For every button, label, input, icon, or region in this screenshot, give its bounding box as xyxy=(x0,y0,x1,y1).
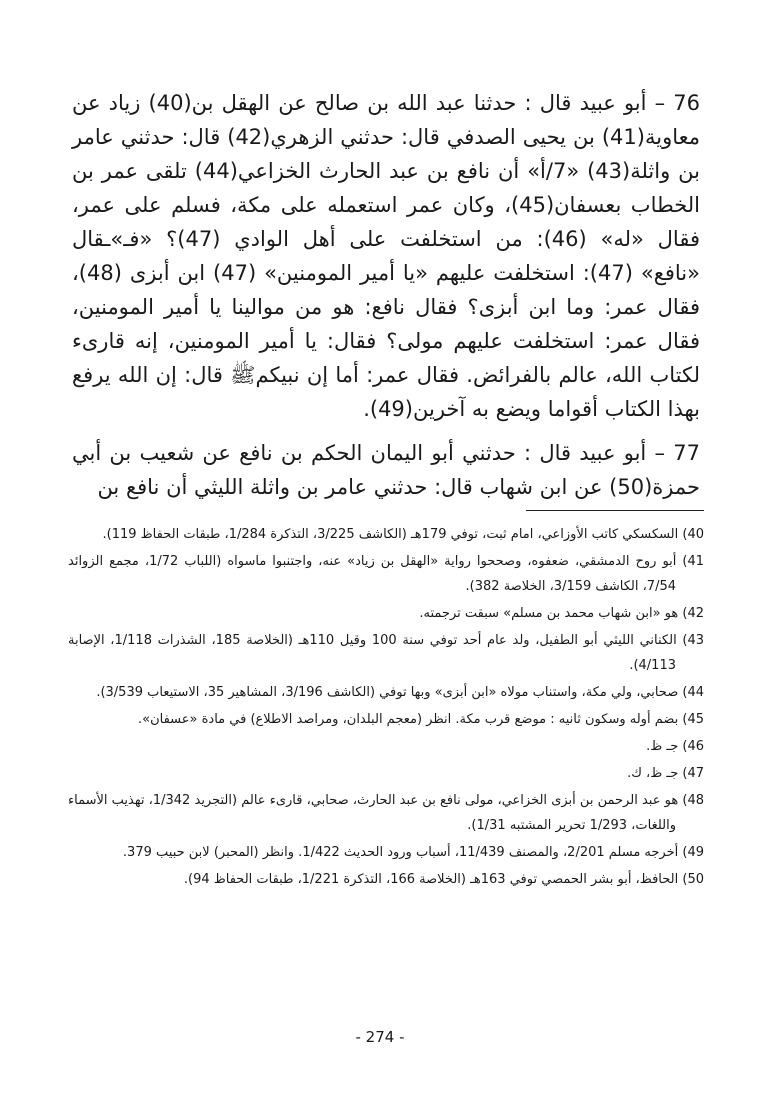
footnote-40: 40) السكسكي كاتب الأوزاعي، امام ثبت، توفي 179هـ (الكاشف 3/225، التذكرة 1/284، طبقات الحفاظ 119). xyxy=(102,527,704,542)
footnote-50: 50) الحافظ، أبو بشر الحمصي توفي 163هـ (الخلاصة 166، التذكرة 1/221، طبقات الحفاظ 94). xyxy=(183,872,704,887)
paragraph-76: 76 – أبو عبيد قال : حدثنا عبد الله بن صالح عن الهقل بن(40) زياد عن معاوية(41) بن يحيى الصدفي قال: حدثني الزهري(42) قال: حدثني عامر بن واثلة(43) «7/أ» أن نافع بن عبد الحارث الخزاعي(44) تلقى عمر بن الخطاب بعسفان(45)، وكان عمر استعمله على مكة، فسلم على عمر، فقال «له» (46): من استخلفت على أهل الوادي (47)؟ «فـ»ـقال «نافع» (47): استخلفت عليهم «يا أمير المومنين» (47) ابن أبزى (48)، فقال عمر: وما ابن أبزى؟ فقال نافع: هو من موالينا يا أمير المومنين، فقال عمر: استخلفت عليهم مولى؟ فقال: يا أمير المومنين، إنه قارىء لكتاب الله، عالم بالفرائض. فقال عمر: أما إن نبيكمﷺ قال: إن الله يرفع بهذا الكتاب أقواما ويضع به آخرين(49). xyxy=(72,91,701,421)
footnote-45: 45) بضم أوله وسكون ثانيه : موضع قرب مكة. انظر (معجم البلدان، ومراصد الاطلاع) في مادة «عسفان». xyxy=(138,712,704,727)
footnotes xyxy=(68,522,704,894)
footnote-43: 43) الكناني الليثي أبو الطفيل، ولد عام أحد توفي سنة 100 وقيل 110هـ (الخلاصة 185، الشذرات 1/118، الإصابة 4/113). xyxy=(68,633,704,673)
footnote-46: 46) جـ ظ. xyxy=(646,739,704,754)
footnote-divider xyxy=(526,510,704,511)
footnote-49: 49) أخرجه مسلم 2/201، والمصنف 11/439، أسباب ورود الحديث 1/422. وانظر (المحبر) لابن حبيب 379. xyxy=(122,845,704,860)
footnote-48: 48) هو عبد الرحمن بن أبزى الخزاعي، مولى نافع بن عبد الحارث، صحابي، قارىء عالم (التجريد 1/342، تهذيب الأسماء واللغات، 1/293 تحرير المشتبه 1/31). xyxy=(68,793,704,833)
paragraph-77: 77 – أبو عبيد قال : حدثني أبو اليمان الحكم بن نافع عن شعيب بن أبي حمزة(50) عن ابن شهاب قال: حدثني عامر بن واثلة الليثي أن نافع بن xyxy=(72,441,700,499)
footnote-42: 42) هو «ابن شهاب محمد بن مسلم» سبقت ترجمته. xyxy=(419,606,704,621)
footnote-41: 41) أبو روح الدمشقي، ضعفوه، وصححوا رواية «الهقل بن زياد» عنه، واجتنبوا ماسواه (اللباب 1/72، مجمع الزوائد 7/54، الكاشف 3/159، الخلاصة 382). xyxy=(68,554,705,594)
footnote-47: 47) جـ ظ، ك. xyxy=(627,766,704,781)
footnote-44: 44) صحابي، ولي مكة، واستناب مولاه «ابن أبزى» وبها توفي (الكاشف 3/196، المشاهير 35، الاستيعاب 3/539). xyxy=(96,685,704,700)
page-body xyxy=(72,86,700,514)
page-number: - 274 - xyxy=(355,1028,405,1046)
main-text xyxy=(72,86,700,504)
